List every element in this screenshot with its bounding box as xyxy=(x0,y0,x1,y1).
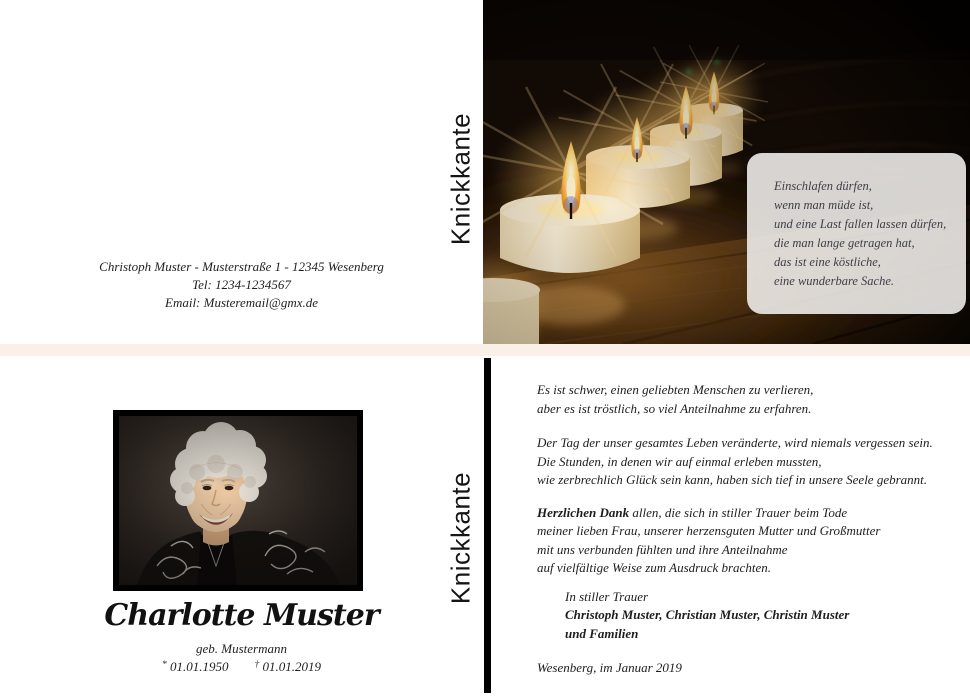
contact-block xyxy=(0,258,483,312)
closing-names: und Familien xyxy=(565,625,639,641)
place-dateline: Wesenberg, im Januar 2019 xyxy=(537,660,682,675)
fold-label-top: Knickkante xyxy=(445,112,476,246)
message-paragraph: Der Tag der unser gesamtes Leben veränderte, wird niemals vergessen sein. Die Stunden, in denen wir auf einmal erleben mussten, wie zerbrechlich Glück sein kann, haben sich tief in unsere Seele gebrannt. xyxy=(537,435,933,487)
message-paragraph: Es ist schwer, einen geliebten Menschen zu verlieren, aber es ist tröstlich, so viel Anteilnahme zu erfahren. xyxy=(537,382,814,416)
contact-line-phone: Tel: 1234-1234567 xyxy=(192,277,291,292)
message-paragraph: Herzlichen Dank allen, die sich in stiller Trauer beim Tode meiner lieben Frau, unserer herzensguten Mutter und Großmutter mit uns verbunden fühlten und ihre Anteilnahme auf vielfältige Weise zum Ausdruck brachten. xyxy=(537,504,881,575)
deceased-name: Charlotte Muster xyxy=(104,598,379,633)
death-cross-symbol: † xyxy=(254,660,260,670)
contact-line-email: Email: Musteremail@gmx.de xyxy=(165,295,318,310)
quote-line: und eine Last fallen lassen dürfen, xyxy=(774,217,947,231)
portrait-frame xyxy=(113,410,363,591)
birth-date: * 01.01.1950 xyxy=(162,659,229,674)
quote-line: das ist eine köstliche, xyxy=(774,255,881,269)
portrait-vignette xyxy=(119,416,357,585)
birth-star-symbol: * xyxy=(162,660,167,670)
quote-line: wenn man müde ist, xyxy=(774,198,874,212)
quote-line: die man lange getragen hat, xyxy=(774,236,915,250)
portrait-photo xyxy=(119,416,357,585)
life-dates xyxy=(0,659,483,675)
closing-names: Christoph Muster, Christian Muster, Christin Muster xyxy=(565,607,850,622)
quote-box xyxy=(747,153,966,314)
thanks-lead: Herzlichen Dank xyxy=(537,504,630,520)
thank-you-message xyxy=(537,381,962,678)
closing-intro: In stiller Trauer xyxy=(565,588,649,604)
death-date: † 01.01.2019 xyxy=(254,659,321,674)
maiden-name: geb. Mustermann xyxy=(196,641,287,656)
closing-block xyxy=(565,588,962,644)
fold-label-bottom: Knickkante xyxy=(445,471,476,605)
fold-band xyxy=(0,344,970,356)
contact-line-address: Christoph Muster - Musterstraße 1 - 12345 Wesenberg xyxy=(99,259,384,274)
centre-fold-line xyxy=(484,358,491,693)
quote-line: eine wunderbare Sache. xyxy=(774,274,894,288)
quote-line: Einschlafen dürfen, xyxy=(774,179,872,193)
